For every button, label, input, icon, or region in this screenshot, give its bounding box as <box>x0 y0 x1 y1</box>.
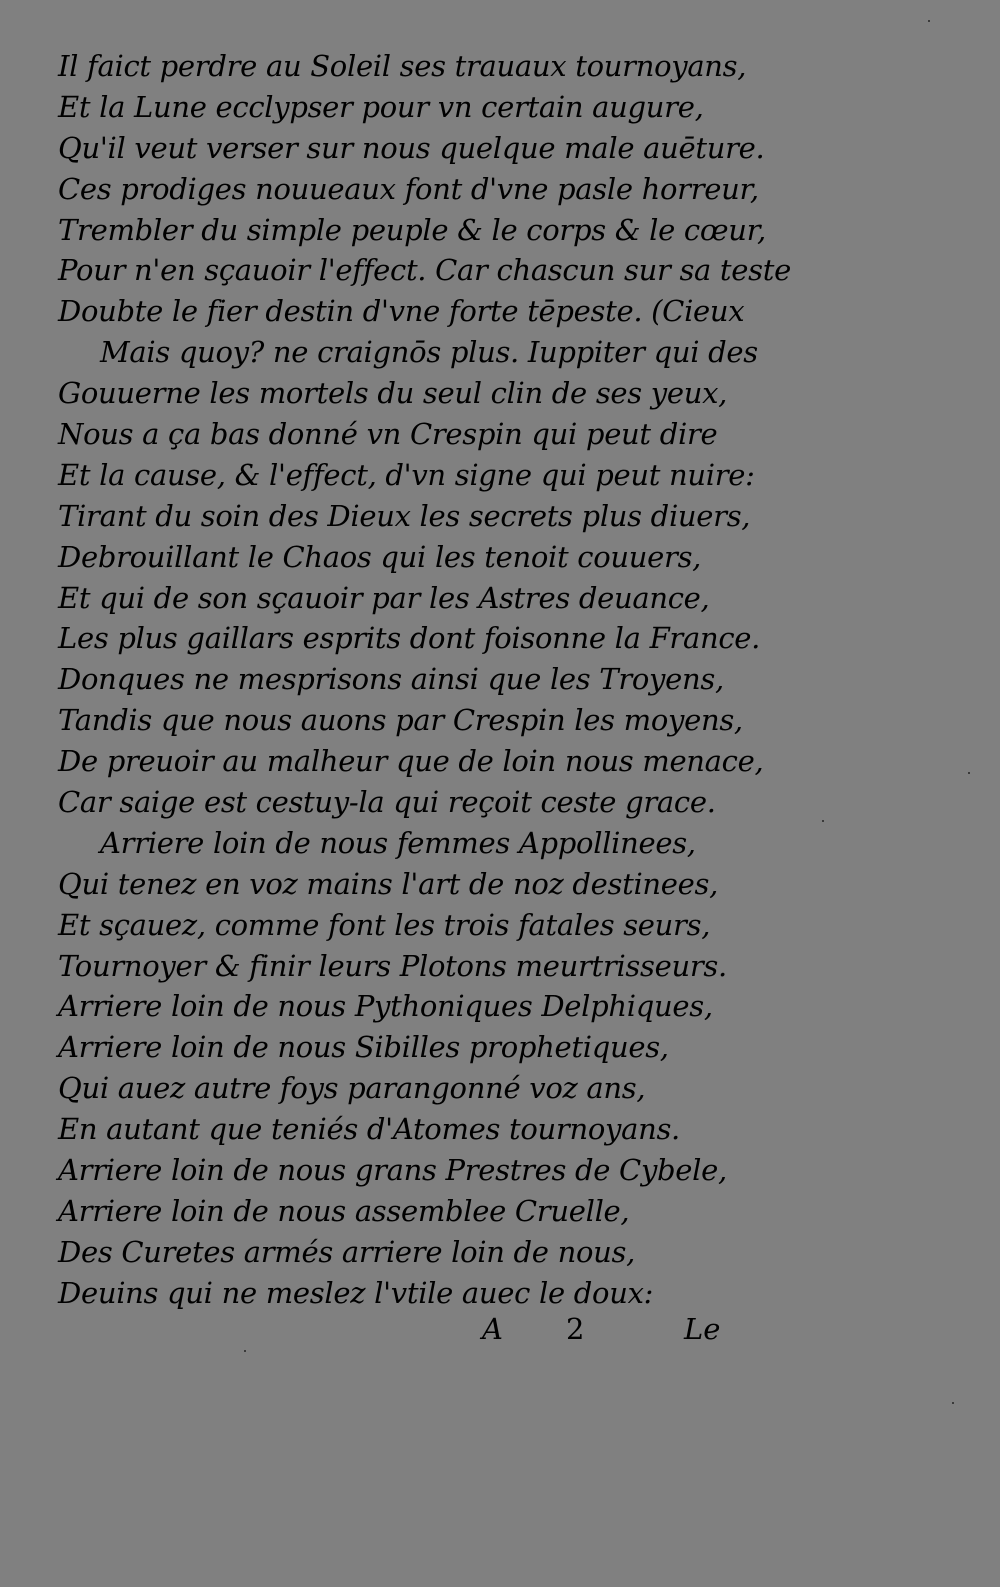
paper-speck <box>928 20 930 22</box>
verse-line: En autant que teniés d'Atomes tournoyans. <box>58 1112 680 1147</box>
verse-line: Deuins qui ne meslez l'vtile auec le doux: <box>58 1275 654 1310</box>
catchword: Le <box>684 1312 721 1346</box>
verse-line: Qui tenez en voz mains l'art de noz destinees, <box>58 866 719 901</box>
verse-line: De preuoir au malheur que de loin nous menace, <box>58 744 764 779</box>
signature-number: 2 <box>566 1312 585 1346</box>
verse-line: Gouuerne les mortels du seul clin de ses yeux, <box>58 376 728 411</box>
page-footer <box>0 1312 1000 1356</box>
verse-line: Et qui de son sçauoir par les Astres deuance, <box>58 580 710 615</box>
verse-line: Donques ne mesprisons ainsi que les Troyens, <box>58 662 724 697</box>
verse-line: Ces prodiges nouueaux font d'vne pasle horreur, <box>58 171 759 206</box>
verse-line: Nous a ça bas donné vn Crespin qui peut dire <box>58 417 718 452</box>
verse-line: Les plus gaillars esprits dont foisonne la France. <box>58 621 761 656</box>
signature-mark: A <box>482 1312 503 1346</box>
paper-speck <box>244 1350 246 1352</box>
verse-line: Doubte le fier destin d'vne forte tēpeste. (Cieux <box>58 294 745 329</box>
verse-line: Arriere loin de nous Pythoniques Delphiques, <box>58 989 713 1024</box>
verse-line: Mais quoy? ne craignōs plus. Iuppiter qui des <box>100 335 758 370</box>
verse-line: Debrouillant le Chaos qui les tenoit couuers, <box>58 539 702 574</box>
verse-line: Qu'il veut verser sur nous quelque male auēture. <box>58 130 765 165</box>
paper-speck <box>822 820 824 822</box>
verse-line: Arriere loin de nous femmes Appollinees, <box>100 825 696 860</box>
verse-line: Arriere loin de nous assemblee Cruelle, <box>58 1193 630 1228</box>
verse-line: Et sçauez, comme font les trois fatales seurs, <box>58 907 711 942</box>
verse-line: Tournoyer & finir leurs Plotons meurtrisseurs. <box>58 948 727 983</box>
verse-line: Car saige est cestuy-la qui reçoit ceste grace. <box>58 785 716 820</box>
verse-line: Tirant du soin des Dieux les secrets plus diuers, <box>58 498 751 533</box>
verse-line: Qui auez autre foys parangonné voz ans, <box>58 1071 646 1106</box>
verse-line: Arriere loin de nous grans Prestres de Cybele, <box>58 1153 727 1188</box>
verse-line: Arriere loin de nous Sibilles prophetiques, <box>58 1030 669 1065</box>
verse-line: Trembler du simple peuple & le corps & le cœur, <box>58 212 766 247</box>
verse-line: Et la Lune ecclypser pour vn certain augure, <box>58 89 704 124</box>
verse-line: Des Curetes armés arriere loin de nous, <box>58 1234 635 1269</box>
paper-speck <box>952 1402 954 1404</box>
verse-line: Pour n'en sçauoir l'effect. Car chascun sur sa teste <box>58 253 791 288</box>
paper-speck <box>968 772 970 774</box>
verse-line: Tandis que nous auons par Crespin les moyens, <box>58 703 743 738</box>
verse-line: Et la cause, & l'effect, d'vn signe qui peut nuire: <box>58 457 755 492</box>
verse-line: Il faict perdre au Soleil ses trauaux tournoyans, <box>58 49 747 83</box>
poem-text <box>58 46 791 1314</box>
